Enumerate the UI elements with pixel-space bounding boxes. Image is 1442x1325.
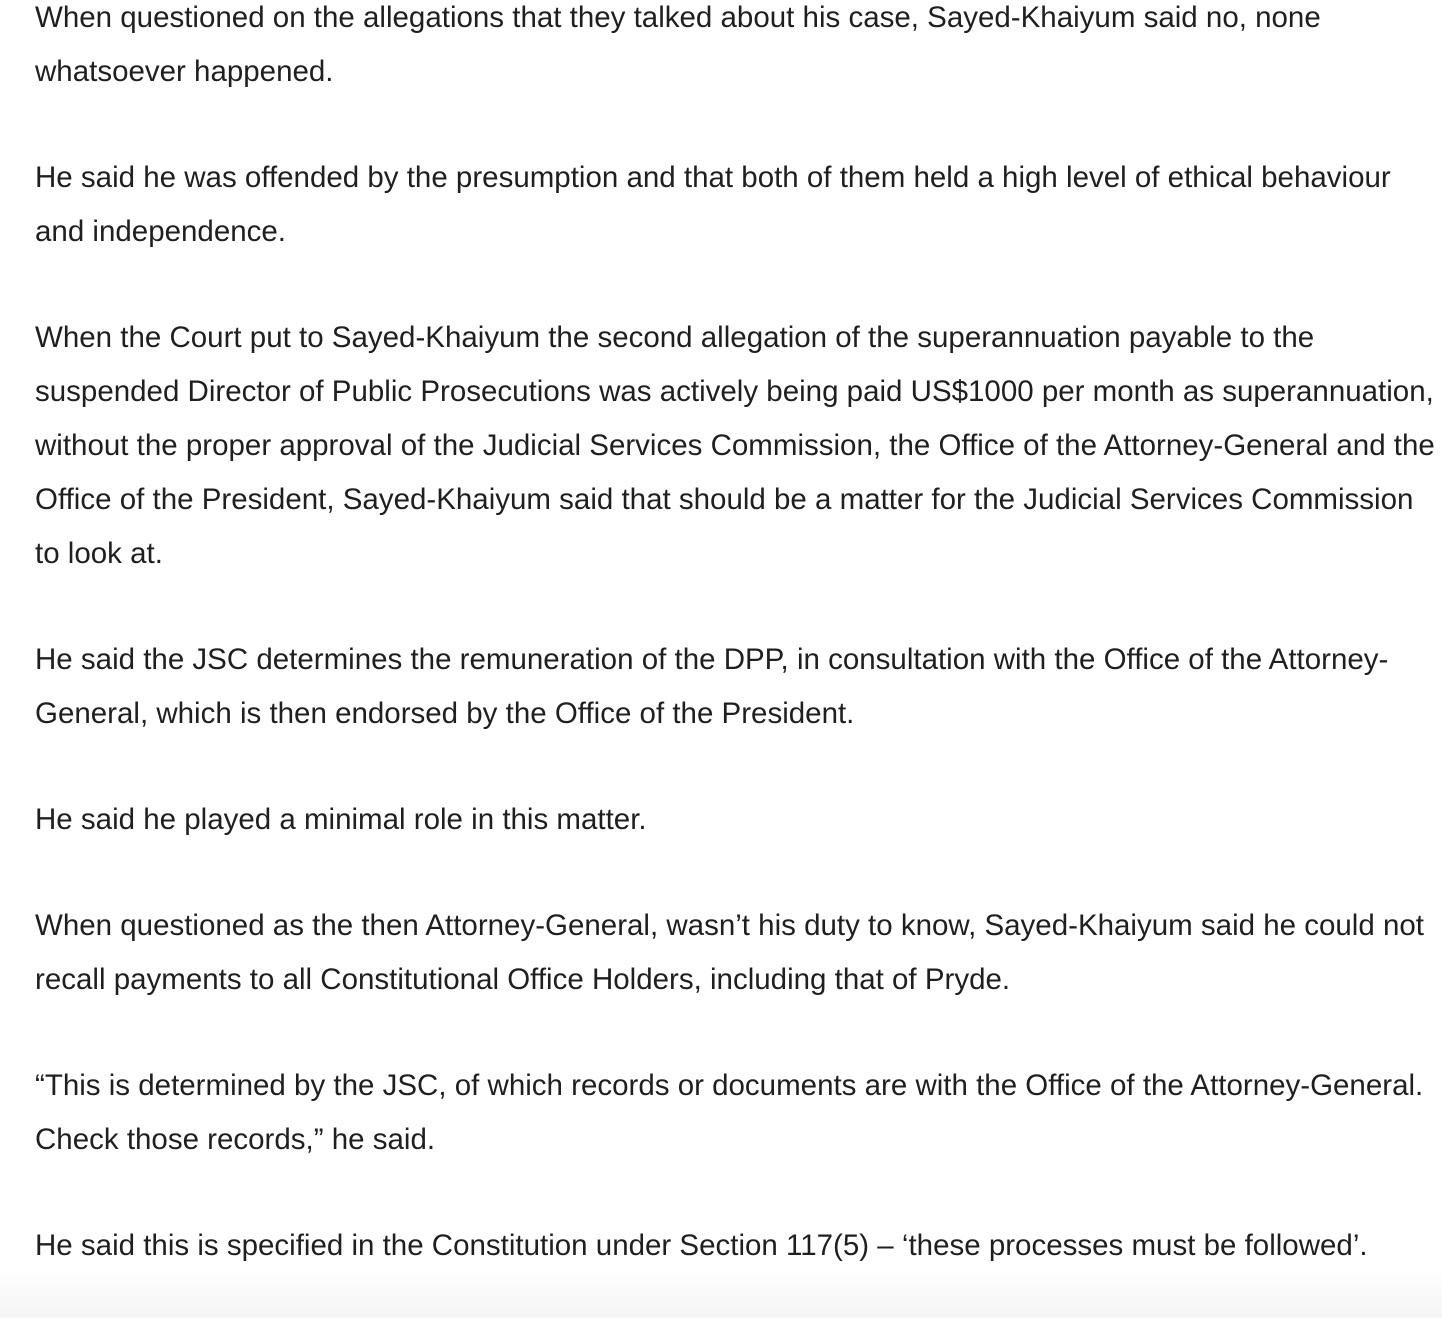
paragraph: When questioned as the then Attorney-General, wasn’t his duty to know, Sayed-Khaiyum said he could not recall payments to all Constitutional Office Holders, including that of Pryde.	[35, 909, 1424, 996]
paragraph: He said he played a minimal role in this matter.	[35, 803, 647, 836]
paragraph: He said he was offended by the presumption and that both of them held a high level of ethical behaviour and independence.	[35, 161, 1391, 248]
paragraph: He said the JSC determines the remuneration of the DPP, in consultation with the Office of the Attorney-General, which is then endorsed by the Office of the President.	[35, 643, 1389, 730]
article-body	[35, 0, 1435, 1325]
paragraph: He said this is specified in the Constitution under Section 117(5) – ‘these processes must be followed’.	[35, 1229, 1368, 1262]
paragraph: When questioned on the allegations that they talked about his case, Sayed-Khaiyum said no, none whatsoever happened.	[35, 1, 1321, 88]
paragraph: “This is determined by the JSC, of which records or documents are with the Office of the Attorney-General. Check those records,” he said.	[35, 1069, 1424, 1156]
paragraph: When the Court put to Sayed-Khaiyum the second allegation of the superannuation payable to the suspended Director of Public Prosecutions was actively being paid US$1000 per month as superannuation, without the proper approval of the Judicial Services Commission, the Office of the Attorney-General and the Office of the President, Sayed-Khaiyum said that should be a matter for the Judicial Services Commission to look at.	[35, 321, 1435, 570]
